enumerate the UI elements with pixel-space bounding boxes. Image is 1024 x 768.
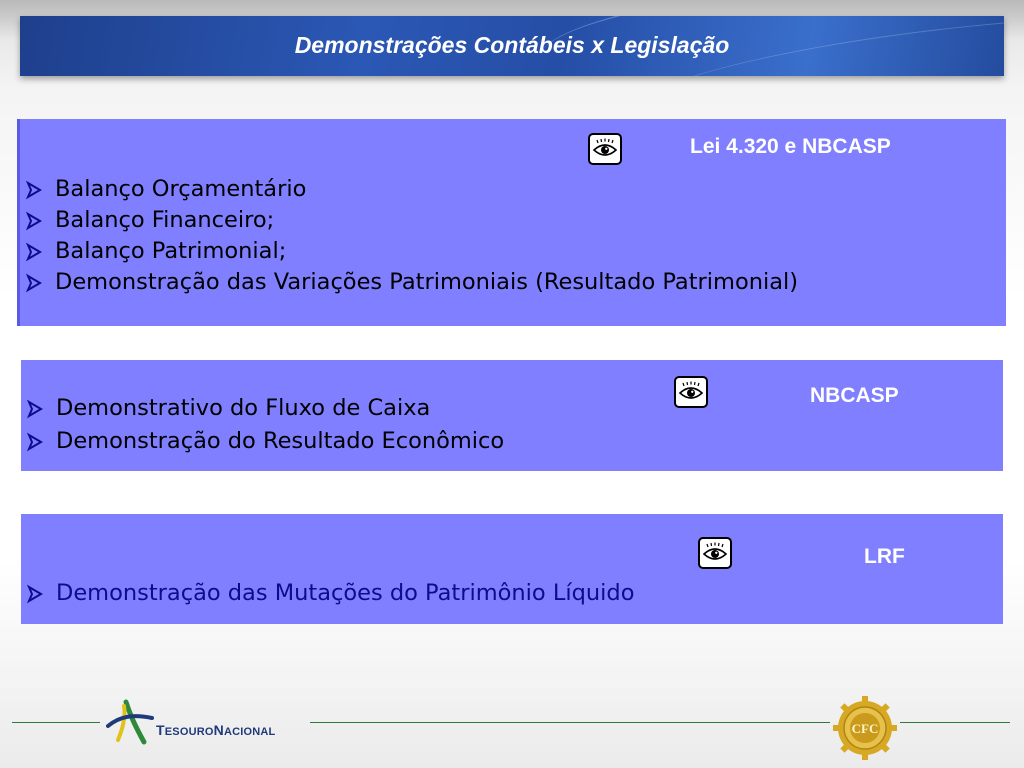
list-item [25, 392, 504, 425]
panel-label-lrf: LRF [864, 545, 905, 568]
arrow-bullet-icon [25, 584, 47, 604]
list-item-text: Balanço Financeiro; [55, 207, 275, 233]
svg-text:CFC: CFC [851, 721, 879, 736]
list-item [24, 174, 798, 205]
title-bar [20, 16, 1004, 76]
footer-divider [310, 722, 830, 723]
tesouro-nacional-logo-text: TESOURONACIONAL [156, 722, 276, 738]
cfc-seal-logo [831, 694, 899, 762]
bullet-list [25, 578, 634, 609]
tesouro-nacional-emblem-icon [104, 696, 156, 748]
footer-divider [12, 722, 100, 723]
eye-icon[interactable] [674, 376, 708, 408]
list-item-text: Balanço Patrimonial; [55, 238, 287, 264]
panel-lei-4320-nbcasp [17, 119, 1006, 326]
panel-label-nbcasp: NBCASP [810, 384, 899, 407]
list-item-text: Demonstrativo do Fluxo de Caixa [56, 395, 431, 421]
panel-lrf [21, 514, 1003, 624]
panel-label-lei-4320-nbcasp: Lei 4.320 e NBCASP [690, 135, 891, 158]
bullet-list [24, 174, 798, 298]
list-item [24, 267, 798, 298]
list-item-text: Demonstração das Variações Patrimoniais (Resultado Patrimonial) [55, 269, 799, 295]
tesouro-nacional-logo [104, 696, 310, 748]
list-item [24, 236, 798, 267]
eye-icon[interactable] [698, 537, 732, 569]
list-item [24, 205, 798, 236]
arrow-bullet-icon [25, 432, 47, 452]
list-item-text: Demonstração das Mutações do Patrimônio Líquido [56, 580, 635, 606]
arrow-bullet-icon [24, 180, 46, 200]
bullet-list [25, 392, 504, 458]
arrow-bullet-icon [24, 242, 46, 262]
cfc-gear-seal-icon [831, 694, 899, 762]
footer-divider [900, 722, 1010, 723]
arrow-bullet-icon [25, 399, 47, 419]
list-item [25, 425, 504, 458]
list-item-text: Balanço Orçamentário [55, 176, 307, 202]
list-item [25, 578, 634, 609]
eye-icon[interactable] [588, 133, 622, 165]
arrow-bullet-icon [24, 211, 46, 231]
list-item-text: Demonstração do Resultado Econômico [56, 428, 505, 454]
panel-nbcasp [21, 360, 1003, 471]
slide-title: Demonstrações Contábeis x Legislação [294, 32, 730, 58]
arrow-bullet-icon [24, 273, 46, 293]
